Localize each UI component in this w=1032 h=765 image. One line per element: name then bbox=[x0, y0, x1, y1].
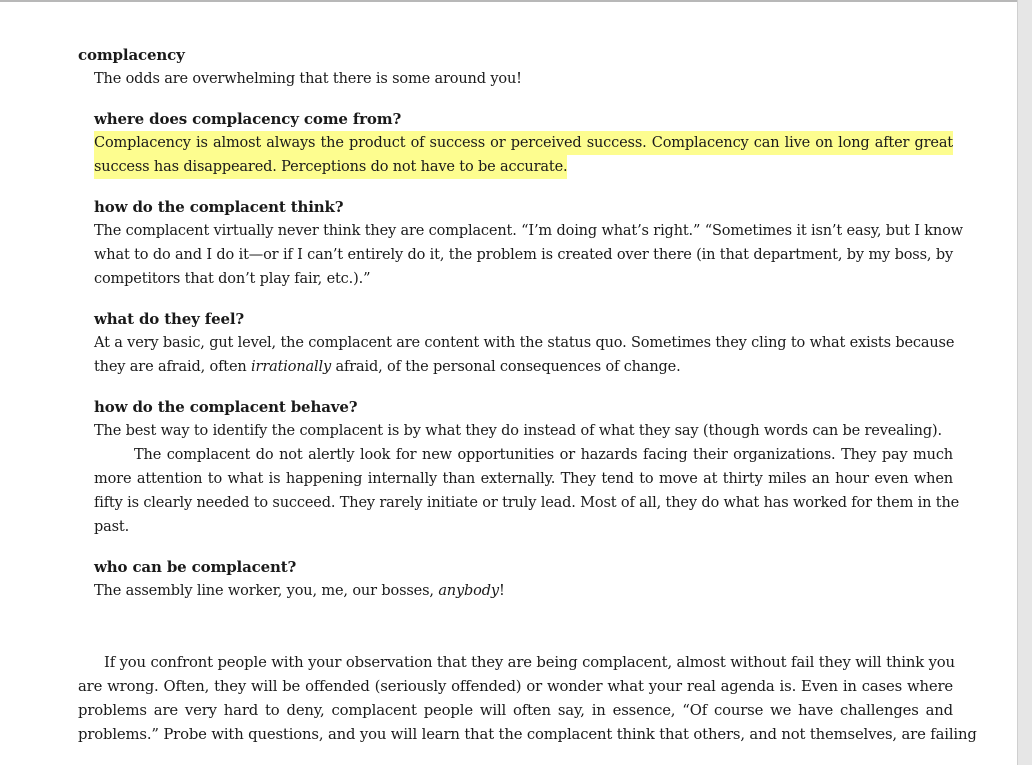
text-line: The complacent virtually never think they are complacent. “I’m doing what’s right.” “Sometimes it isn’t easy, but I know bbox=[94, 223, 963, 239]
text-segment: afraid, of the personal consequences of change. bbox=[331, 359, 681, 375]
body-text-line: problems.” Probe with questions, and you will learn that the complacent think that others, and not themselves, are failing bbox=[78, 726, 977, 743]
highlighted-text-line: Complacency is almost always the product of success or perceived success. Complacency can live on long after great bbox=[94, 131, 953, 155]
text-segment: they are afraid, often bbox=[94, 359, 252, 375]
text-line bbox=[94, 355, 681, 379]
emphasis-text: irrationally bbox=[251, 359, 332, 375]
text-line: The complacent do not alertly look for new opportunities or hazards facing their organizations. They pay much bbox=[134, 447, 953, 463]
highlighted-text-line: success has disappeared. Perceptions do not have to be accurate. bbox=[94, 155, 567, 179]
intro-text: The odds are overwhelming that there is some around you! bbox=[94, 71, 522, 87]
emphasis-text: anybody bbox=[438, 583, 499, 599]
document-title: complacency bbox=[78, 46, 185, 64]
body-text-line: are wrong. Often, they will be offended (seriously offended) or wonder what your real agenda is. Even in cases where bbox=[78, 678, 953, 695]
text-line: fifty is clearly needed to succeed. They rarely initiate or truly lead. Most of all, they do what has worked for them in the bbox=[94, 495, 960, 511]
text-segment: The assembly line worker, you, me, our bosses, bbox=[94, 583, 439, 599]
heading-feel: what do they feel? bbox=[94, 310, 245, 328]
scrollbar[interactable] bbox=[1017, 0, 1032, 765]
text-line: At a very basic, gut level, the complacent are content with the status quo. Sometimes they cling to what exists because bbox=[94, 335, 955, 351]
heading-think: how do the complacent think? bbox=[94, 198, 344, 216]
text-line: competitors that don’t play fair, etc.).” bbox=[94, 271, 371, 287]
text-line: more attention to what is happening internally than externally. They tend to move at thirty miles an hour even when bbox=[94, 471, 953, 487]
heading-behave: how do the complacent behave? bbox=[94, 398, 358, 416]
heading-who: who can be complacent? bbox=[94, 558, 297, 576]
text-line: what to do and I do it—or if I can’t entirely do it, the problem is created over there (in that department, by my boss, by bbox=[94, 247, 953, 263]
heading-come-from: where does complacency come from? bbox=[94, 110, 402, 128]
text-line: past. bbox=[94, 519, 130, 535]
text-line: The best way to identify the complacent is by what they do instead of what they say (though words can be revealing). bbox=[94, 423, 942, 439]
body-text-line: If you confront people with your observation that they are being complacent, almost without fail they will think you bbox=[104, 654, 955, 671]
text-segment: ! bbox=[498, 583, 505, 599]
body-text-line: problems are very hard to deny, complacent people will often say, in essence, “Of course we have challenges and bbox=[78, 702, 953, 719]
text-line bbox=[94, 579, 505, 603]
